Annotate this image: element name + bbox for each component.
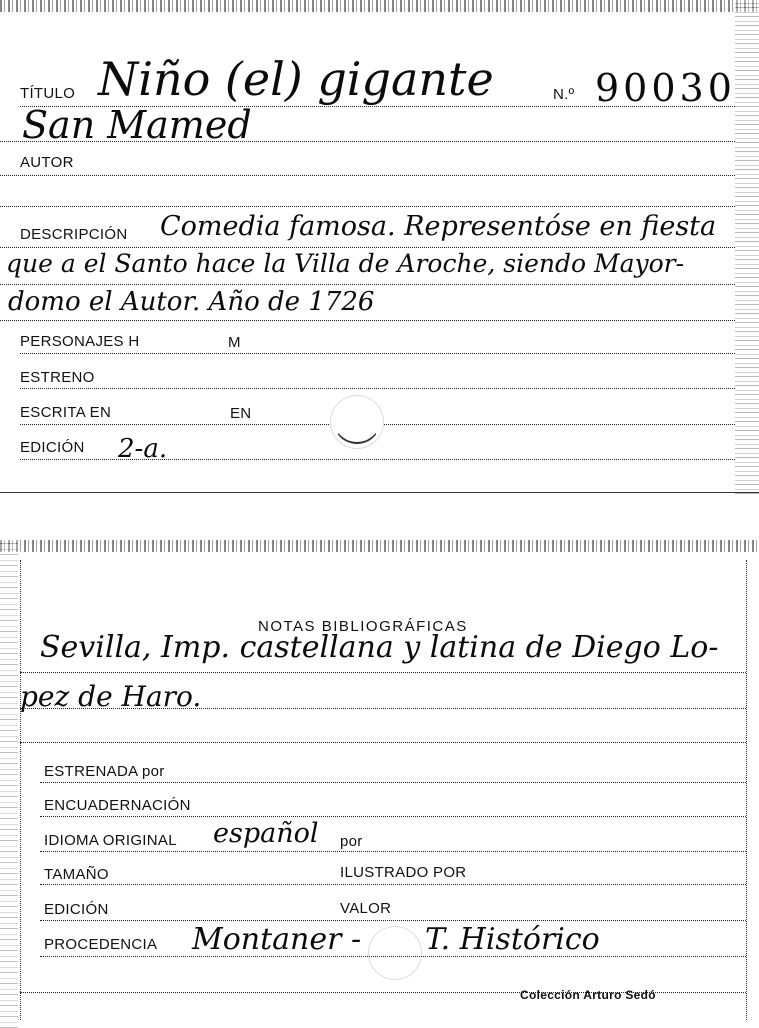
notas-rule-2 — [20, 708, 746, 709]
catalog-card-top — [0, 0, 759, 494]
notas-line2: pez de Haro. — [20, 680, 202, 713]
coleccion-label: Colección Arturo Sedó — [520, 988, 656, 1002]
notas-line1: Sevilla, Imp. castellana y latina de Diego Lo- — [40, 630, 719, 665]
procedencia-value-1: Montaner - — [192, 922, 362, 957]
descripcion-line3: domo el Autor. Año de 1726 — [8, 287, 375, 317]
edicion-label: EDICIÓN — [20, 439, 85, 456]
valor-label: VALOR — [340, 900, 392, 917]
numero-value: 90030 — [595, 66, 736, 110]
edicion-rule — [20, 459, 735, 460]
card-scan-edge — [0, 540, 759, 552]
descripcion-rule-2 — [0, 284, 735, 285]
escrita-label: ESCRITA EN — [20, 404, 112, 421]
estrenada-label: ESTRENADA por — [44, 763, 165, 780]
personajes-rule — [20, 353, 735, 354]
titulo-line2-rule — [0, 141, 735, 142]
card-scan-edge-left — [0, 540, 18, 1028]
card-scan-edge-right — [735, 0, 759, 494]
card-left-margin — [20, 560, 21, 1020]
estreno-rule — [20, 388, 735, 389]
edicion2-label: EDICIÓN — [44, 901, 109, 918]
card-bottom-edge — [0, 492, 759, 493]
personajes-label: PERSONAJES H — [20, 333, 140, 350]
edicion-value: 2-a. — [118, 434, 168, 464]
tamano-label: TAMAÑO — [44, 866, 109, 883]
ilustrado-label: ILUSTRADO POR — [340, 864, 467, 881]
edicion2-rule — [40, 920, 746, 921]
descripcion-line1: Comedia famosa. Representóse en fiesta — [160, 211, 717, 242]
titulo-label: TÍTULO — [20, 85, 76, 102]
encuadernacion-rule — [40, 816, 746, 817]
procedencia-value-2: T. Histórico — [425, 922, 600, 957]
notas-rule-3 — [20, 742, 746, 743]
procedencia-rule — [40, 956, 746, 957]
en-label: EN — [230, 405, 252, 422]
idioma-rule — [40, 851, 746, 852]
tamano-rule — [40, 884, 746, 885]
blank-rule — [0, 206, 735, 207]
catalog-card-bottom — [0, 540, 759, 1028]
personajes-m-label: M — [228, 334, 241, 351]
estrenada-rule — [40, 782, 746, 783]
idioma-label: IDIOMA ORIGINAL — [44, 832, 177, 849]
descripcion-rule-3 — [0, 320, 735, 321]
autor-rule — [0, 175, 735, 176]
por-label: por — [340, 833, 363, 850]
notas-heading: NOTAS BIBLIOGRÁFICAS — [258, 618, 468, 635]
numero-label: N.º — [553, 86, 575, 103]
procedencia-label: PROCEDENCIA — [44, 936, 158, 953]
titulo-line2: San Mamed — [22, 103, 252, 147]
card-right-margin — [746, 560, 747, 1020]
punch-hole-edge — [333, 396, 381, 444]
card-scan-edge — [0, 0, 759, 12]
titulo-value: Niño (el) gigante — [98, 52, 494, 106]
encuadernacion-label: ENCUADERNACIÓN — [44, 797, 191, 814]
autor-label: AUTOR — [20, 154, 74, 171]
descripcion-rule-1 — [0, 247, 735, 248]
descripcion-label: DESCRIPCIÓN — [20, 226, 128, 243]
punch-hole — [368, 926, 422, 980]
idioma-value: español — [213, 818, 319, 849]
notas-rule-1 — [20, 672, 746, 673]
estreno-label: ESTRENO — [20, 369, 95, 386]
descripcion-line2: que a el Santo hace la Villa de Aroche, siendo Mayor- — [6, 249, 685, 278]
